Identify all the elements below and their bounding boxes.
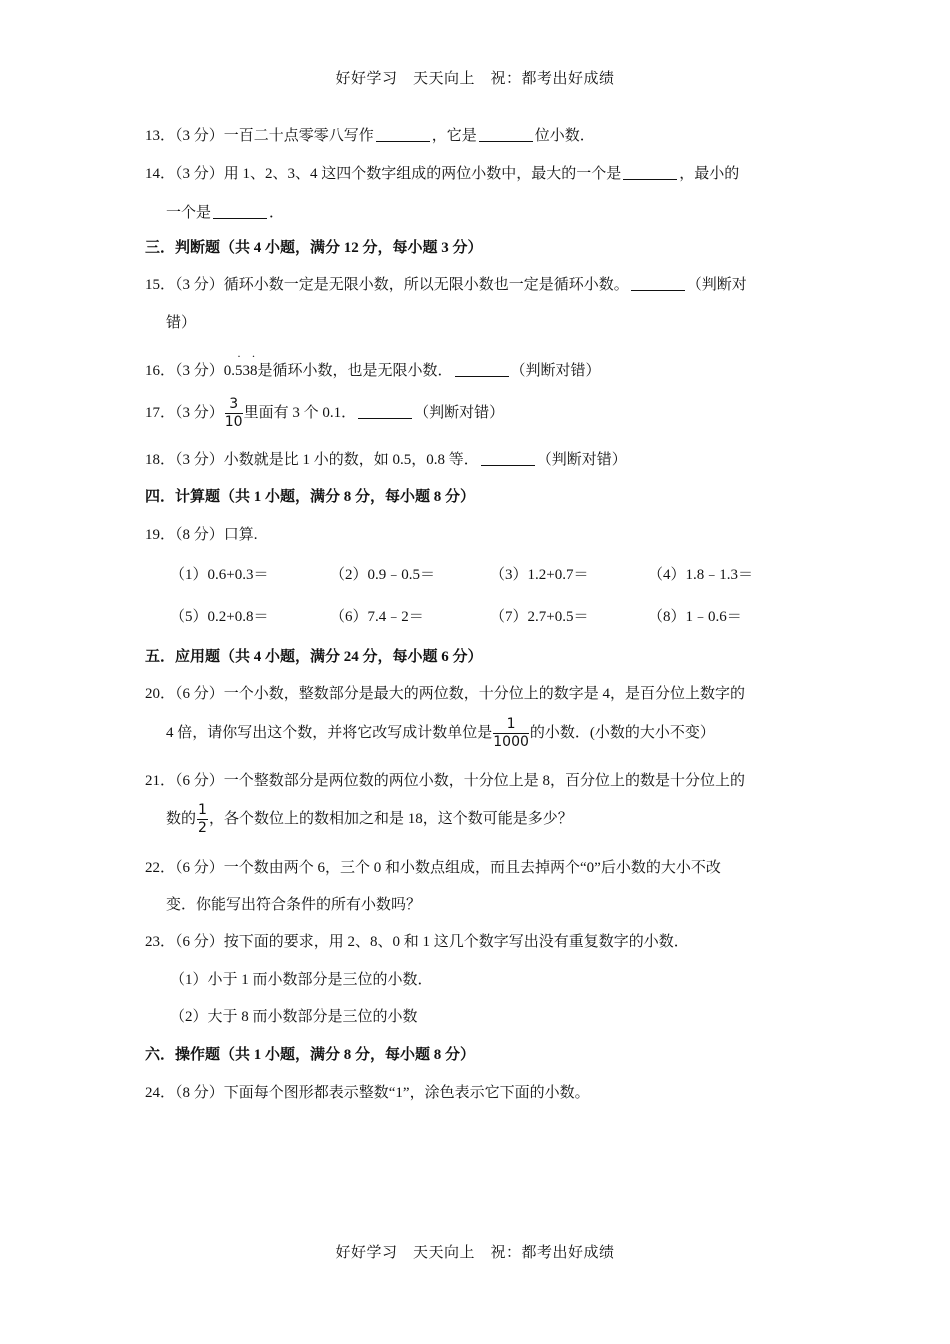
calc-item: （4）1.8﹣1.3＝ — [648, 567, 754, 583]
question-21-continued: 数的 $\frac{1}{2}$ ，各个数位上的数相加之和是 18，这个数可能是多少？ — [166, 802, 573, 836]
question-23: 23．（6 分）按下面的要求，用 2、8、0 和 1 这几个数字写出没有重复数字的小数． — [145, 934, 689, 950]
section-title-5: 五．应用题（共 4 小题，满分 24 分，每小题 6 分） — [145, 649, 483, 665]
question-24: 24．（8 分）下面每个图形都表示整数“1”，涂色表示它下面的小数。 — [145, 1085, 590, 1101]
question-22-continued: 变．你能写出符合条件的所有小数吗？ — [166, 897, 422, 913]
question-14: 14．（3 分）用 1、2、3、4 这四个数字组成的两位小数中，最大的一个是 ，最小的 — [145, 166, 740, 182]
fraction: $\frac{3}{10}$ — [224, 396, 243, 430]
question-21: 21．（6 分）一个整数部分是两位数的两位小数，十分位上是 8，百分位上的数是十分位上的 — [145, 773, 746, 789]
question-15: 15．（3 分）循环小数一定是无限小数，所以无限小数也一定是循环小数。 （判断对 — [145, 277, 747, 293]
answer-blank[interactable] — [213, 203, 267, 219]
question-14-continued: 一个是 ． — [166, 205, 285, 221]
calc-item: （5）0.2+0.8＝ — [170, 609, 269, 625]
calc-item: （3）1.2+0.7＝ — [490, 567, 589, 583]
section-title-6: 六．操作题（共 1 小题，满分 8 分，每小题 8 分） — [145, 1047, 476, 1063]
question-22: 22．（6 分）一个数由两个 6，三个 0 和小数点组成，而且去掉两个“0”后小数的大小不改 — [145, 860, 721, 876]
fraction: $\frac{1}{2}$ — [198, 802, 207, 836]
question-17: 17．（3 分） $\frac{3}{10}$ 里面有 3 个 0.1． （判断对错） — [145, 396, 505, 430]
question-15-continued: 错） — [166, 315, 197, 331]
question-23-sub-1: （1）小于 1 而小数部分是三位的小数． — [170, 972, 433, 988]
calc-item: （8）1﹣0.6＝ — [648, 609, 742, 625]
repeating-decimal: 0.· 538 · — [224, 363, 258, 379]
page-header: 好好学习 天天向上 祝：都考出好成绩 — [335, 71, 615, 87]
question-23-sub-2: （2）大于 8 而小数部分是三位的小数 — [170, 1009, 418, 1025]
question-19: 19．（8 分）口算. — [145, 527, 258, 543]
question-20: 20．（6 分）一个小数，整数部分是最大的两位数，十分位上的数字是 4，是百分位上数字的 — [145, 686, 746, 702]
question-13: 13．（3 分）一百二十点零零八写作 ，它是 位小数． — [145, 128, 595, 144]
calc-item: （7）2.7+0.5＝ — [490, 609, 589, 625]
calc-item: （2）0.9﹣0.5＝ — [330, 567, 436, 583]
fraction: $\frac{1}{1000}$ — [493, 716, 529, 750]
section-title-4: 四．计算题（共 1 小题，满分 8 分，每小题 8 分） — [145, 489, 476, 505]
answer-blank[interactable] — [481, 450, 535, 466]
answer-blank[interactable] — [358, 403, 412, 419]
answer-blank[interactable] — [455, 361, 509, 377]
calc-item: （6）7.4﹣2＝ — [330, 609, 424, 625]
answer-blank[interactable] — [631, 275, 685, 291]
question-16: 16．（3 分）0.· 538 ·是循环小数，也是无限小数． （判断对错） — [145, 359, 810, 380]
page-footer: 好好学习 天天向上 祝：都考出好成绩 — [335, 1245, 615, 1261]
answer-blank[interactable] — [623, 164, 677, 180]
answer-blank[interactable] — [479, 126, 533, 142]
question-18: 18．（3 分）小数就是比 1 小的数，如 0.5，0.8 等． （判断对错） — [145, 452, 627, 468]
section-title-3: 三．判断题（共 4 小题，满分 12 分，每小题 3 分） — [145, 240, 483, 256]
answer-blank[interactable] — [376, 126, 430, 142]
calc-item: （1）0.6+0.3＝ — [170, 567, 269, 583]
question-20-continued: 4 倍，请你写出这个数，并将它改写成计数单位是 $\frac{1}{1000}$ 的小数．(小数的大小不变） — [166, 716, 715, 750]
